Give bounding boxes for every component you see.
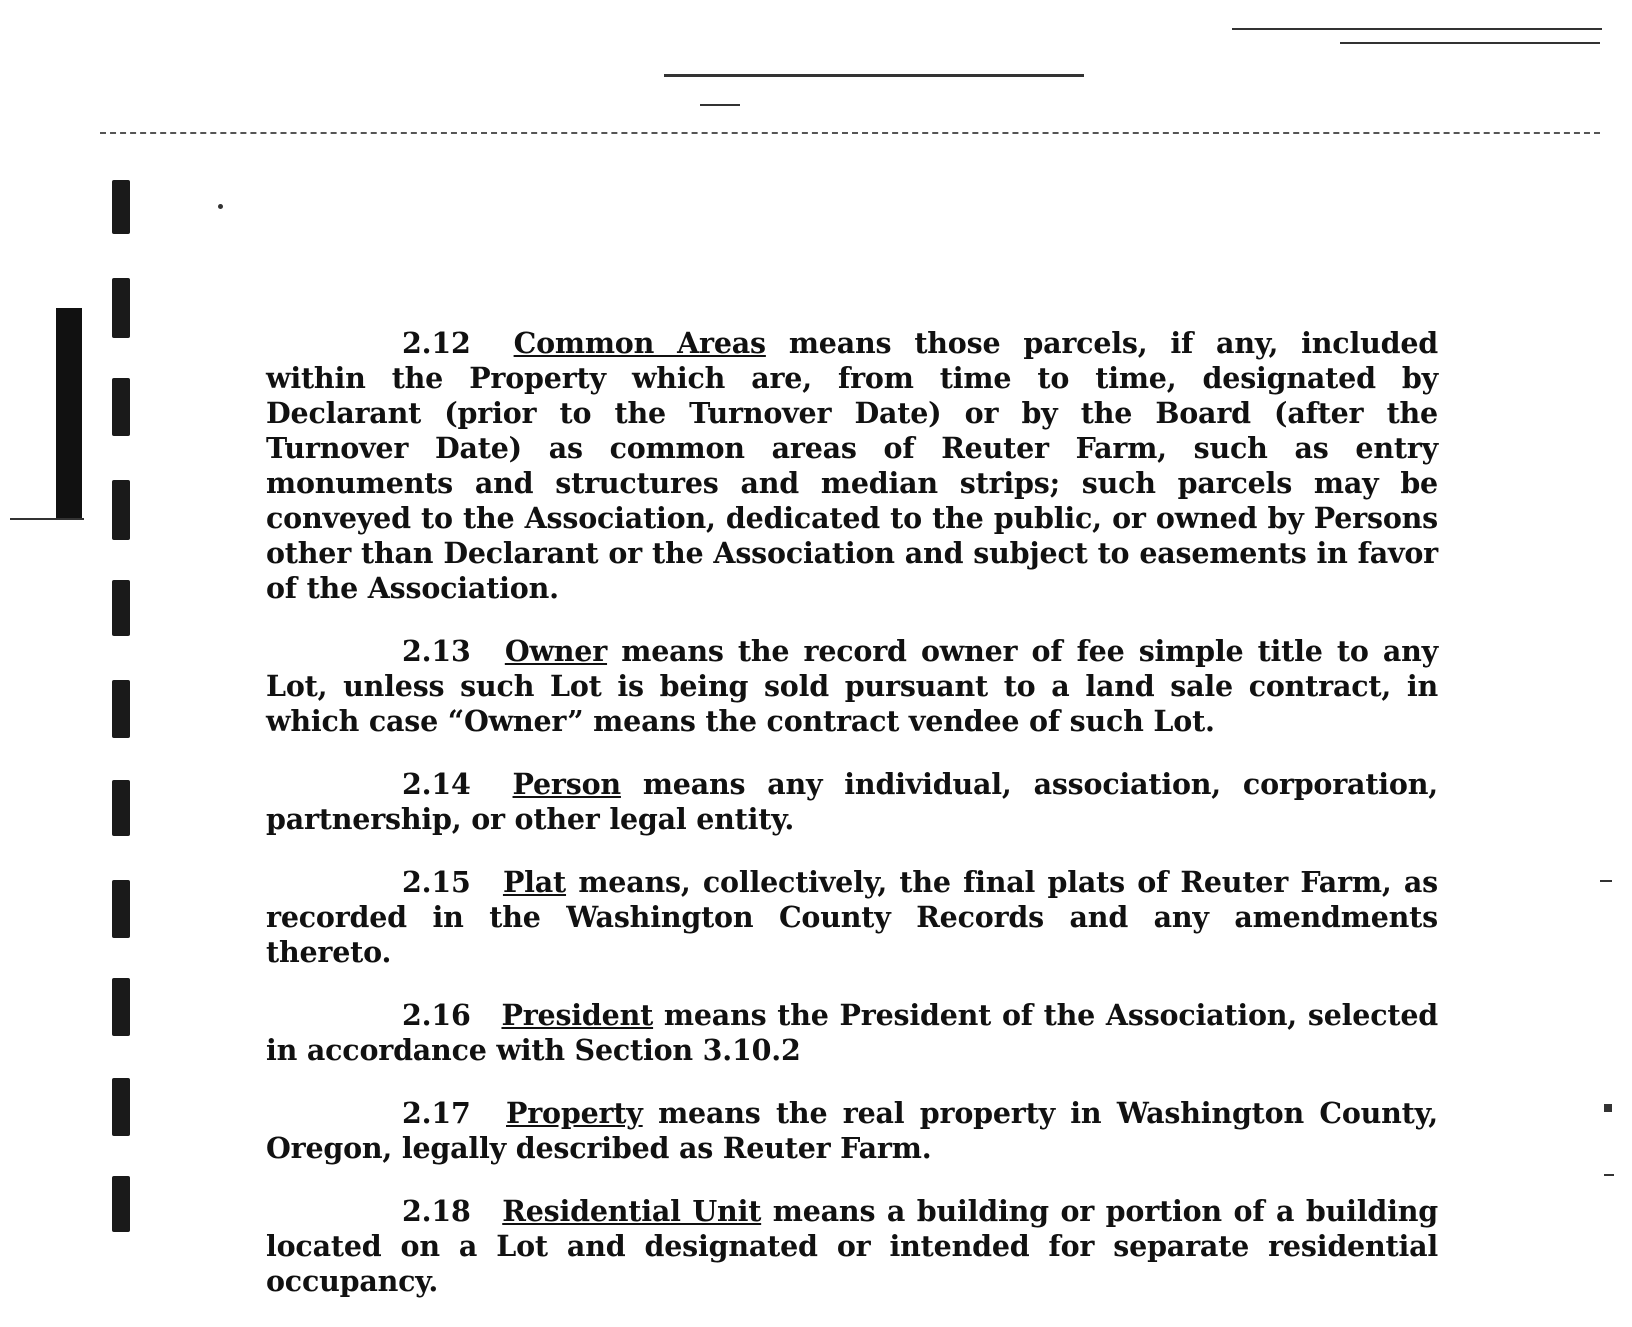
scan-dot [218,204,223,209]
binder-hole [112,978,130,1036]
scan-left-bar [56,308,82,518]
binder-hole [112,780,130,836]
definition-2-18 [266,1194,1438,1299]
scan-top-mark-small [700,104,740,106]
definition-number: 2.16 [402,998,471,1032]
scan-right-mark [1604,1104,1612,1112]
definition-term: Residential Unit [502,1194,762,1228]
definition-number: 2.14 [402,767,471,801]
definition-2-12 [266,326,1438,606]
definition-term: Property [506,1096,643,1130]
definition-number: 2.12 [402,326,471,360]
scan-right-mark [1604,1174,1614,1176]
definitions-section [266,326,1438,1327]
binder-hole [112,680,130,738]
definition-term: Person [512,767,621,801]
definition-number: 2.18 [402,1194,471,1228]
definition-2-14 [266,767,1438,837]
definition-number: 2.17 [402,1096,471,1130]
scan-left-tick [10,518,84,520]
definition-term: Common Areas [513,326,766,360]
scan-top-mark [664,74,1084,77]
definition-text: means the President of the Association, selected in accordance with Section 3.10.2 [266,998,1438,1067]
definition-text: means, collectively, the final plats of Reuter Farm, as recorded in the Washington County Records and any amendments thereto. [266,865,1438,969]
binder-hole [112,180,130,234]
scan-right-mark [1600,880,1612,882]
definition-term: President [501,998,654,1032]
definition-text: means the real property in Washington County, Oregon, legally described as Reuter Farm. [266,1096,1438,1165]
scan-header-line [100,132,1600,134]
definition-number: 2.15 [402,865,471,899]
binder-hole [112,378,130,436]
definition-2-16 [266,998,1438,1068]
binder-hole [112,278,130,338]
binder-hole [112,480,130,540]
definition-text: means any individual, association, corporation, partnership, or other legal entity. [266,767,1438,836]
definition-2-13 [266,634,1438,739]
definition-text: means the record owner of fee simple title to any Lot, unless such Lot is being sold pursuant to a land sale contract, in which case “Owner” means the contract vendee of such Lot. [266,634,1438,738]
definition-number: 2.13 [402,634,471,668]
definition-2-15 [266,865,1438,970]
binder-hole [112,880,130,938]
definition-term: Owner [504,634,608,668]
definition-2-17 [266,1096,1438,1166]
scan-corner-mark [1232,28,1602,30]
definition-term: Plat [502,865,567,899]
definition-text: means those parcels, if any, included within the Property which are, from time to time, designated by Declarant (prior to the Turnover Date) or by the Board (after the Turnover Date) as common areas of Reuter Farm, such as entry monuments and structures and median strips; such parcels may be conveyed to the Association, dedicated to the public, or owned by Persons other than Declarant or the Association and subject to easements in favor of the Association. [266,326,1438,605]
binder-hole [112,1078,130,1136]
scan-corner-mark-2 [1340,42,1600,44]
definition-text: means a building or portion of a building located on a Lot and designated or intended for separate residential occupancy. [266,1194,1438,1298]
binder-hole [112,580,130,636]
binder-hole [112,1176,130,1232]
